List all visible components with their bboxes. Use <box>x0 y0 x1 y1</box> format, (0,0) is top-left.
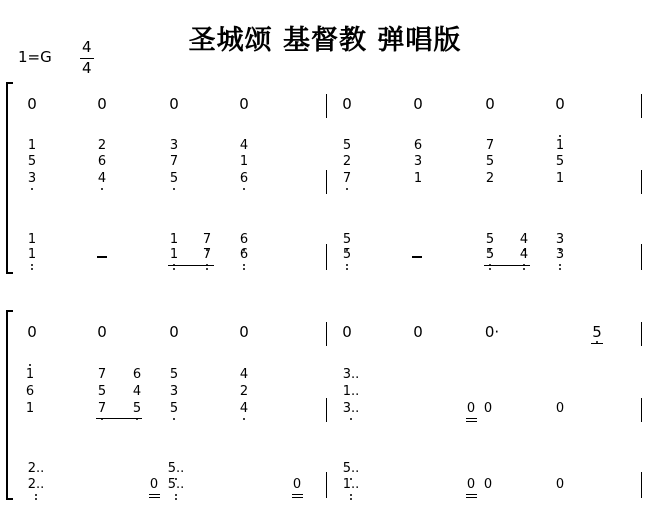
octave-dot-below <box>173 264 175 266</box>
note: 0 <box>555 477 565 492</box>
note: 0 <box>169 95 179 113</box>
note: 3 <box>555 232 565 247</box>
beam-underline <box>466 421 477 422</box>
octave-dot-below <box>350 498 352 500</box>
note: 1 <box>413 171 423 186</box>
note: 3.. <box>342 367 360 382</box>
note: 2 <box>485 171 495 186</box>
note: 5.. <box>167 477 185 492</box>
barline <box>641 170 642 194</box>
note: 3 <box>169 138 179 153</box>
octave-dot-below <box>101 418 103 420</box>
note: 5 <box>485 247 495 262</box>
note: 1 <box>27 232 37 247</box>
octave-dot-below <box>31 268 33 270</box>
octave-dot-below <box>489 268 491 270</box>
note: 0 <box>342 323 352 341</box>
note: 3 <box>555 247 565 262</box>
note: 0· <box>484 323 500 341</box>
note: 3 <box>413 154 423 169</box>
note: 4 <box>97 171 107 186</box>
time-signature-top: 4 <box>82 38 92 56</box>
barline <box>641 398 642 422</box>
key-signature: 1=G <box>18 48 52 66</box>
note: 7 <box>485 138 495 153</box>
octave-dot-below <box>173 188 175 190</box>
note: 6 <box>413 138 423 153</box>
barline <box>326 322 327 346</box>
octave-dot-below <box>136 418 138 420</box>
note: 1 <box>27 247 37 262</box>
barline <box>641 322 642 346</box>
octave-dot-below <box>489 264 491 266</box>
octave-dot-below <box>35 494 37 496</box>
barline <box>641 244 642 270</box>
note: 1 <box>25 401 35 416</box>
note: 6 <box>239 247 249 262</box>
beam-underline <box>466 494 477 495</box>
octave-dot-below <box>346 188 348 190</box>
octave-dot-below <box>206 264 208 266</box>
barline <box>641 472 642 498</box>
barline <box>326 94 327 118</box>
note: 2 <box>97 138 107 153</box>
system-2-brace <box>6 310 13 500</box>
note: 5 <box>169 401 179 416</box>
octave-dot-below <box>243 268 245 270</box>
score-title: 圣城颂 基督教 弹唱版 <box>188 25 462 56</box>
beam-underline <box>149 494 160 495</box>
hold-dash <box>412 256 422 258</box>
note: 0 <box>483 401 493 416</box>
note: 5 <box>169 367 179 382</box>
note: 0 <box>239 323 249 341</box>
note: 1.. <box>342 384 360 399</box>
note: 6 <box>97 154 107 169</box>
note: 5 <box>97 384 107 399</box>
barline <box>326 170 327 194</box>
octave-dot-below <box>31 188 33 190</box>
note: 1 <box>25 367 35 382</box>
octave-dot-below <box>350 418 352 420</box>
note: 1 <box>169 247 179 262</box>
note: 4 <box>239 138 249 153</box>
note: 5.. <box>342 461 360 476</box>
note: 5 <box>555 154 565 169</box>
note: 5 <box>132 401 142 416</box>
octave-dot-below <box>346 264 348 266</box>
octave-dot-below <box>175 494 177 496</box>
octave-dot-below <box>596 341 598 343</box>
octave-dot-below <box>523 264 525 266</box>
note: 1 <box>27 138 37 153</box>
note: 7 <box>97 367 107 382</box>
octave-dot-below <box>523 268 525 270</box>
barline <box>326 472 327 498</box>
note: 5 <box>342 232 352 247</box>
octave-dot-below <box>173 268 175 270</box>
barline <box>326 244 327 270</box>
octave-dot-below <box>243 264 245 266</box>
beam-underline <box>466 418 477 419</box>
octave-dot-above <box>559 135 561 137</box>
note: 1 <box>239 154 249 169</box>
note: 7 <box>342 171 352 186</box>
note: 5 <box>592 323 602 341</box>
barline <box>641 94 642 118</box>
octave-dot-above <box>29 364 31 366</box>
note: 3 <box>27 171 37 186</box>
octave-dot-below <box>175 498 177 500</box>
note: 7 <box>169 154 179 169</box>
note: 0 <box>466 477 476 492</box>
note: 0 <box>239 95 249 113</box>
note: 0 <box>97 95 107 113</box>
system-1-brace <box>6 82 13 274</box>
note: 6 <box>239 232 249 247</box>
octave-dot-below <box>31 264 33 266</box>
note: 0 <box>466 401 476 416</box>
note: 0 <box>97 323 107 341</box>
time-signature-bottom: 4 <box>82 59 92 77</box>
note: 0 <box>485 95 495 113</box>
note: 2 <box>342 154 352 169</box>
note: 4 <box>519 247 529 262</box>
note: 5 <box>485 232 495 247</box>
octave-dot-below <box>35 498 37 500</box>
note: 6 <box>239 171 249 186</box>
note: 5 <box>342 247 352 262</box>
note: 5 <box>342 138 352 153</box>
note: 6 <box>132 367 142 382</box>
note: 4 <box>239 401 249 416</box>
hold-dash <box>97 256 107 258</box>
note: 7 <box>202 232 212 247</box>
note: 2.. <box>27 461 45 476</box>
note: 0 <box>27 95 37 113</box>
octave-dot-below <box>350 494 352 496</box>
beam-underline <box>292 494 303 495</box>
note: 0 <box>27 323 37 341</box>
note: 0 <box>413 95 423 113</box>
octave-dot-below <box>243 418 245 420</box>
note: 5 <box>27 154 37 169</box>
octave-dot-below <box>346 268 348 270</box>
octave-dot-below <box>101 188 103 190</box>
octave-dot-below <box>173 418 175 420</box>
barline <box>326 398 327 422</box>
octave-dot-below <box>243 188 245 190</box>
octave-dot-below <box>559 264 561 266</box>
note: 2.. <box>27 477 45 492</box>
beam-underline <box>591 343 603 344</box>
note: 0 <box>483 477 493 492</box>
note: 7 <box>97 401 107 416</box>
note: 0 <box>169 323 179 341</box>
note: 0 <box>413 323 423 341</box>
beam-underline <box>149 497 160 498</box>
note: 5.. <box>167 461 185 476</box>
note: 0 <box>149 477 159 492</box>
octave-dot-below <box>559 268 561 270</box>
note: 7 <box>202 247 212 262</box>
note: 0 <box>342 95 352 113</box>
note: 0 <box>555 95 565 113</box>
note: 1 <box>555 171 565 186</box>
note: 3.. <box>342 401 360 416</box>
note: 4 <box>132 384 142 399</box>
note: 1 <box>555 138 565 153</box>
beam-underline <box>466 497 477 498</box>
note: 1 <box>169 232 179 247</box>
note: 5 <box>169 171 179 186</box>
note: 4 <box>239 367 249 382</box>
note: 1.. <box>342 477 360 492</box>
note: 3 <box>169 384 179 399</box>
note: 4 <box>519 232 529 247</box>
note: 5 <box>485 154 495 169</box>
note: 6 <box>25 384 35 399</box>
note: 2 <box>239 384 249 399</box>
octave-dot-below <box>206 268 208 270</box>
note: 0 <box>292 477 302 492</box>
beam-underline <box>292 497 303 498</box>
note: 0 <box>555 401 565 416</box>
